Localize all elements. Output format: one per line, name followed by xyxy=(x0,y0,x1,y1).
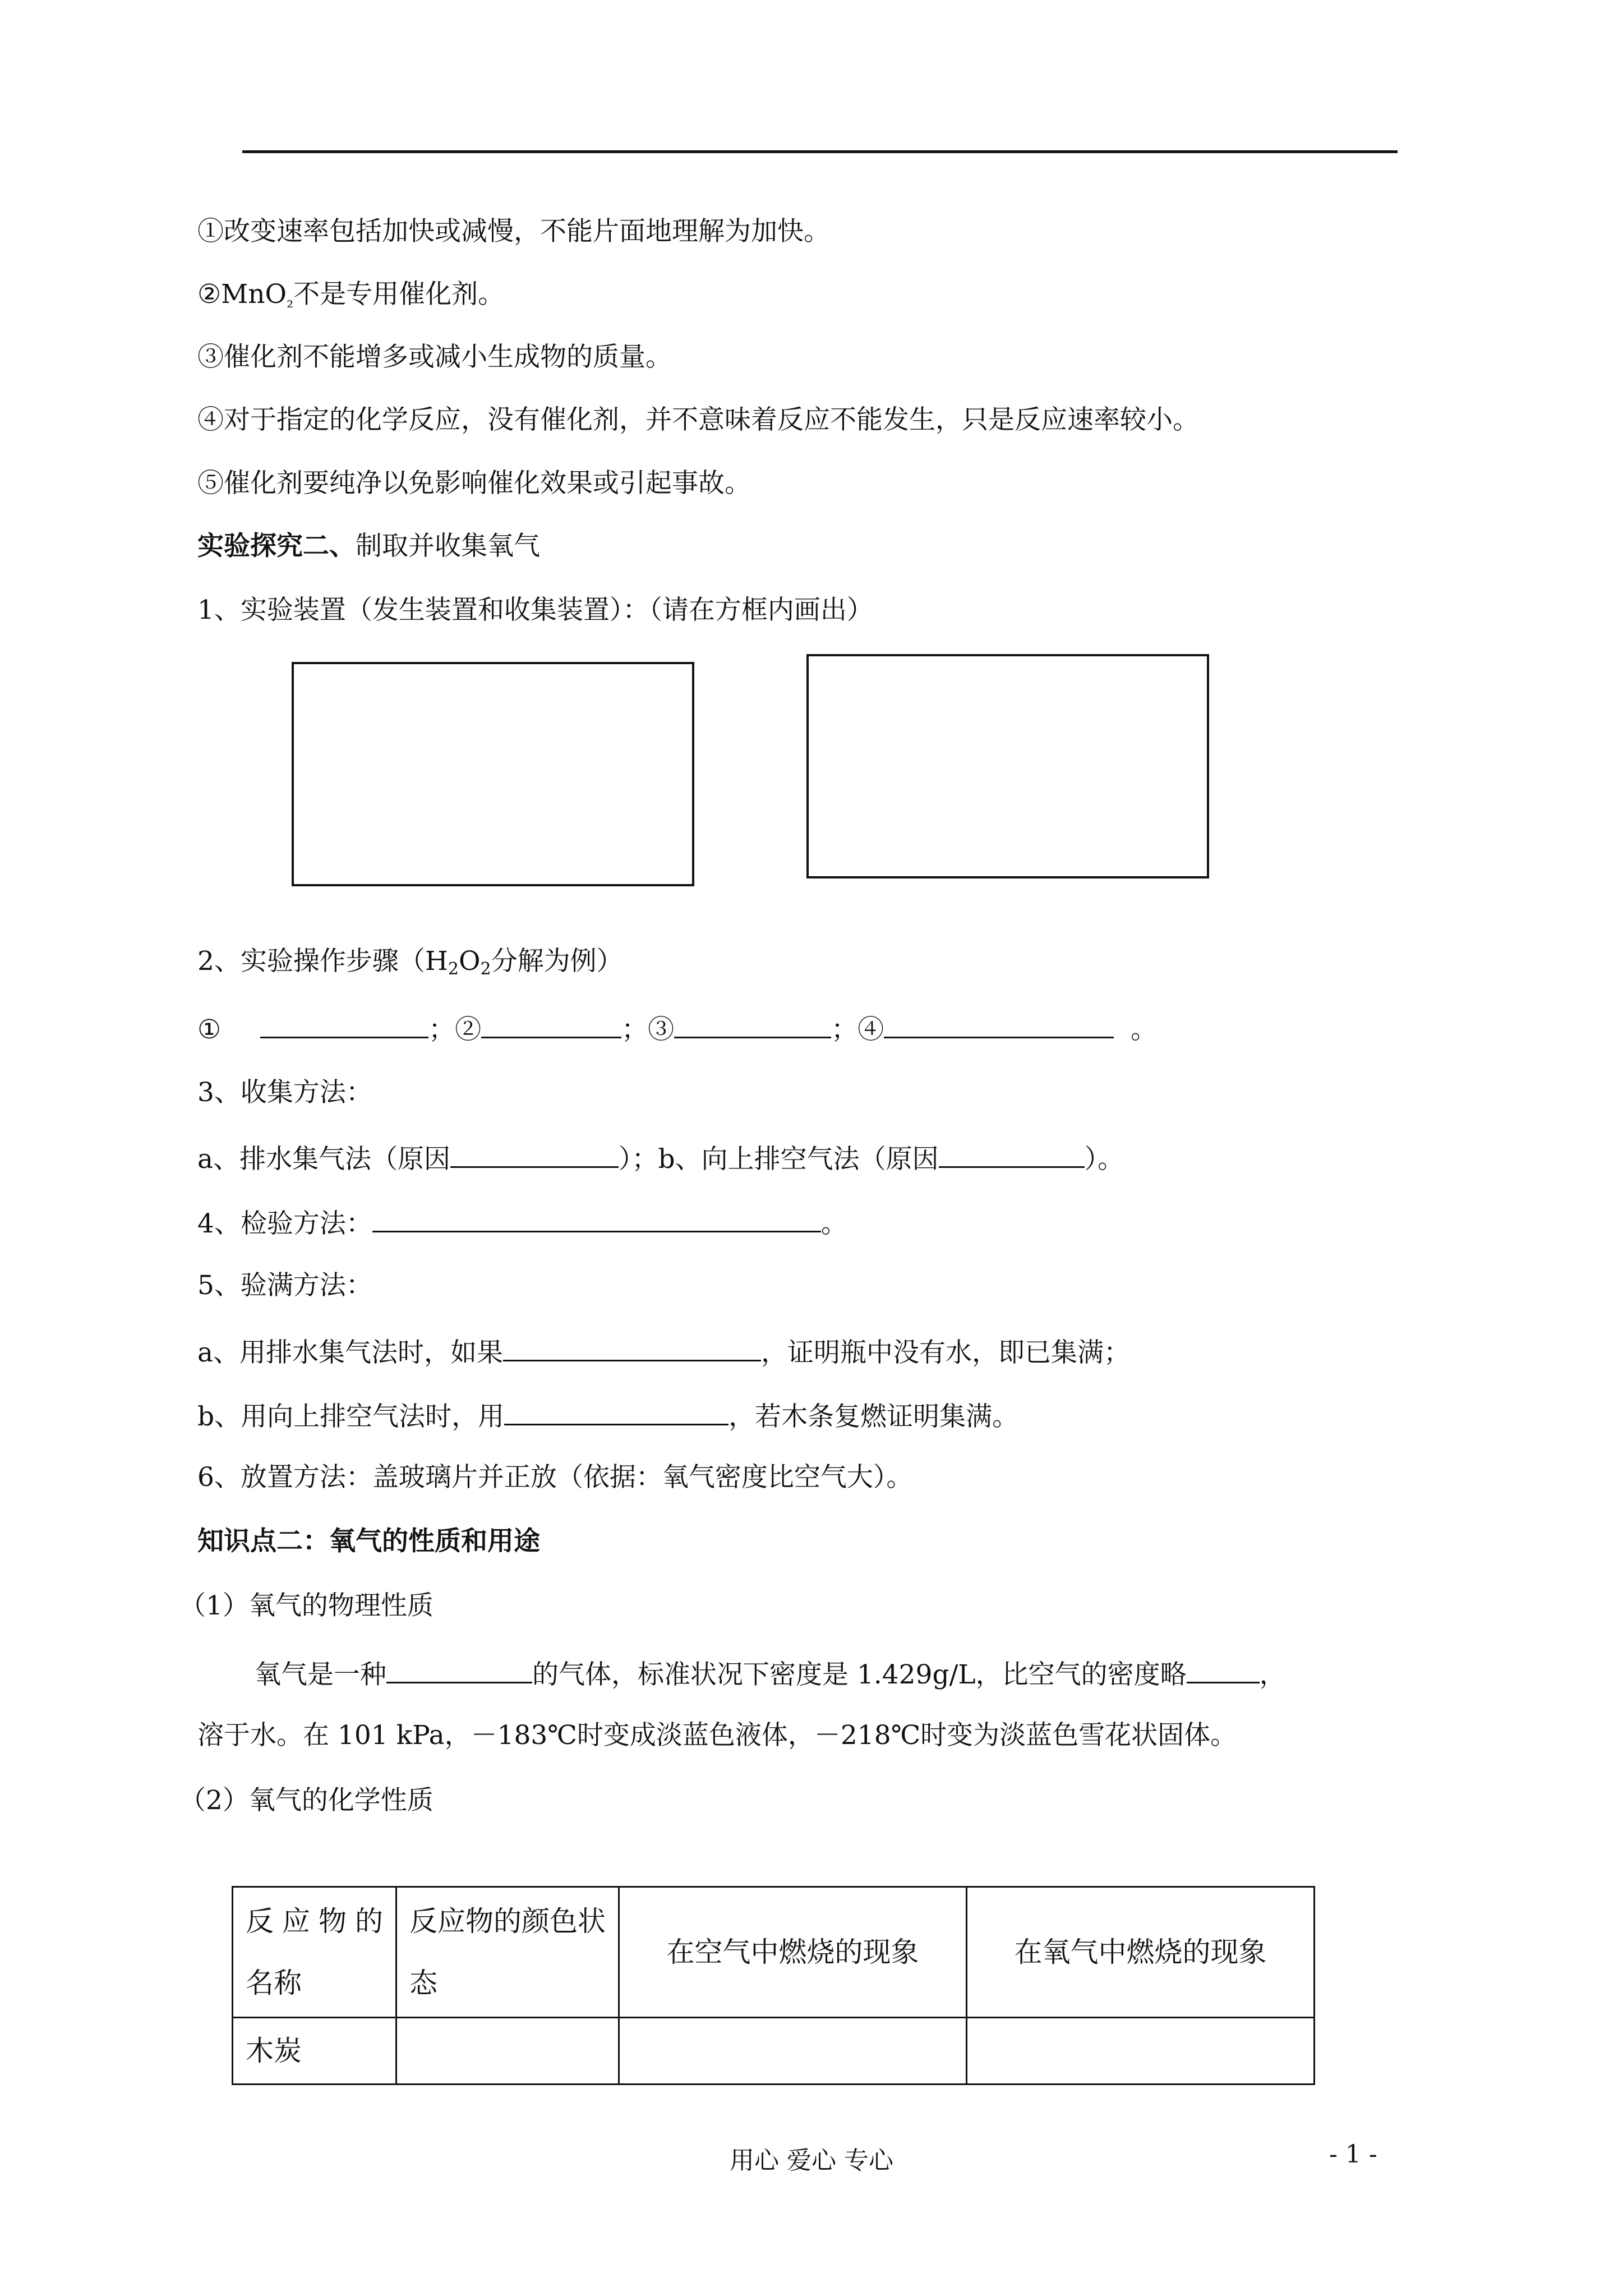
phys-title: （1）氧气的物理性质 xyxy=(179,1590,434,1621)
phys-line-1: 氧气是一种 的气体，标准状况下密度是 1.429g/L，比空气的密度略 ， xyxy=(255,1655,1286,1692)
item-5: 5、验满方法： xyxy=(197,1270,372,1301)
blank-reason-b[interactable] xyxy=(939,1139,1085,1168)
blank-full-water[interactable] xyxy=(503,1333,761,1361)
properties-table xyxy=(232,1886,1315,2085)
note-2: ②MnO$_{_2}$不是专用催化剂。 xyxy=(197,279,505,312)
drawing-box-collection[interactable] xyxy=(806,654,1209,878)
table-cell[interactable] xyxy=(619,2018,967,2085)
table-cell[interactable] xyxy=(396,2018,619,2085)
steps-line: ① ；② ；③ ；④ 。 xyxy=(197,1010,1157,1047)
item-1: 1、实验装置（发生装置和收集装置）：（请在方框内画出） xyxy=(197,595,873,625)
table-cell[interactable] xyxy=(967,2018,1315,2085)
item-4: 4、检验方法： 。 xyxy=(197,1204,847,1241)
blank-gas-type[interactable] xyxy=(386,1655,532,1683)
knowledge-title: 知识点二：氧气的性质和用途 xyxy=(197,1526,540,1557)
blank-step-3[interactable] xyxy=(674,1010,831,1038)
table-header-cell: 反应物的颜色状态 xyxy=(396,1887,619,2018)
blank-step-2[interactable] xyxy=(481,1010,621,1038)
blank-test-method[interactable] xyxy=(372,1204,821,1232)
table-header-cell: 反应物的名称 xyxy=(233,1887,396,2018)
blank-step-1[interactable] xyxy=(260,1010,428,1038)
note-1: ①改变速率包括加快或减慢，不能片面地理解为加快。 xyxy=(197,216,830,247)
phys-line-2: 溶于水。在 101 kPa，－183℃时变成淡蓝色液体，－218℃时变为淡蓝色雪花状固体。 xyxy=(197,1720,1237,1751)
note-5: ⑤催化剂要纯净以免影响催化效果或引起事故。 xyxy=(197,468,751,499)
chem-title: （2）氧气的化学性质 xyxy=(179,1785,434,1816)
table-header-row xyxy=(233,1887,1315,2018)
header-rule xyxy=(242,150,1398,153)
item-6: 6、放置方法：盖玻璃片并正放（依据：氧气密度比空气大）。 xyxy=(197,1462,913,1493)
blank-full-air[interactable] xyxy=(504,1397,728,1425)
blank-density[interactable] xyxy=(1187,1655,1260,1683)
section-title: 实验探究二、制取并收集氧气 xyxy=(197,531,540,562)
item-5a: a、用排水集气法时，如果 ，证明瓶中没有水，即已集满； xyxy=(197,1333,1130,1370)
table-header-cell: 在空气中燃烧的现象 xyxy=(619,1887,967,2018)
item-5b: b、用向上排空气法时，用 ，若木条复燃证明集满。 xyxy=(197,1397,1018,1434)
table-cell: 木炭 xyxy=(233,2018,396,2085)
item-3: 3、收集方法： xyxy=(197,1077,372,1108)
footer-motto: 用心 爱心 专心 xyxy=(730,2146,893,2175)
blank-reason-a[interactable] xyxy=(450,1139,619,1168)
note-3: ③催化剂不能增多或减小生成物的质量。 xyxy=(197,342,672,372)
item-3-methods: a、排水集气法（原因 ）；b、向上排空气法（原因 ）。 xyxy=(197,1139,1124,1176)
item-2: 2、实验操作步骤（$H_2O_2$分解为例） xyxy=(197,946,623,979)
page-number: - 1 - xyxy=(1329,2140,1377,2169)
table-row xyxy=(233,2018,1315,2085)
drawing-box-generation[interactable] xyxy=(292,662,694,886)
note-4: ④对于指定的化学反应，没有催化剂，并不意味着反应不能发生，只是反应速率较小。 xyxy=(197,404,1199,435)
table-header-cell: 在氧气中燃烧的现象 xyxy=(967,1887,1315,2018)
blank-step-4[interactable] xyxy=(884,1010,1114,1038)
